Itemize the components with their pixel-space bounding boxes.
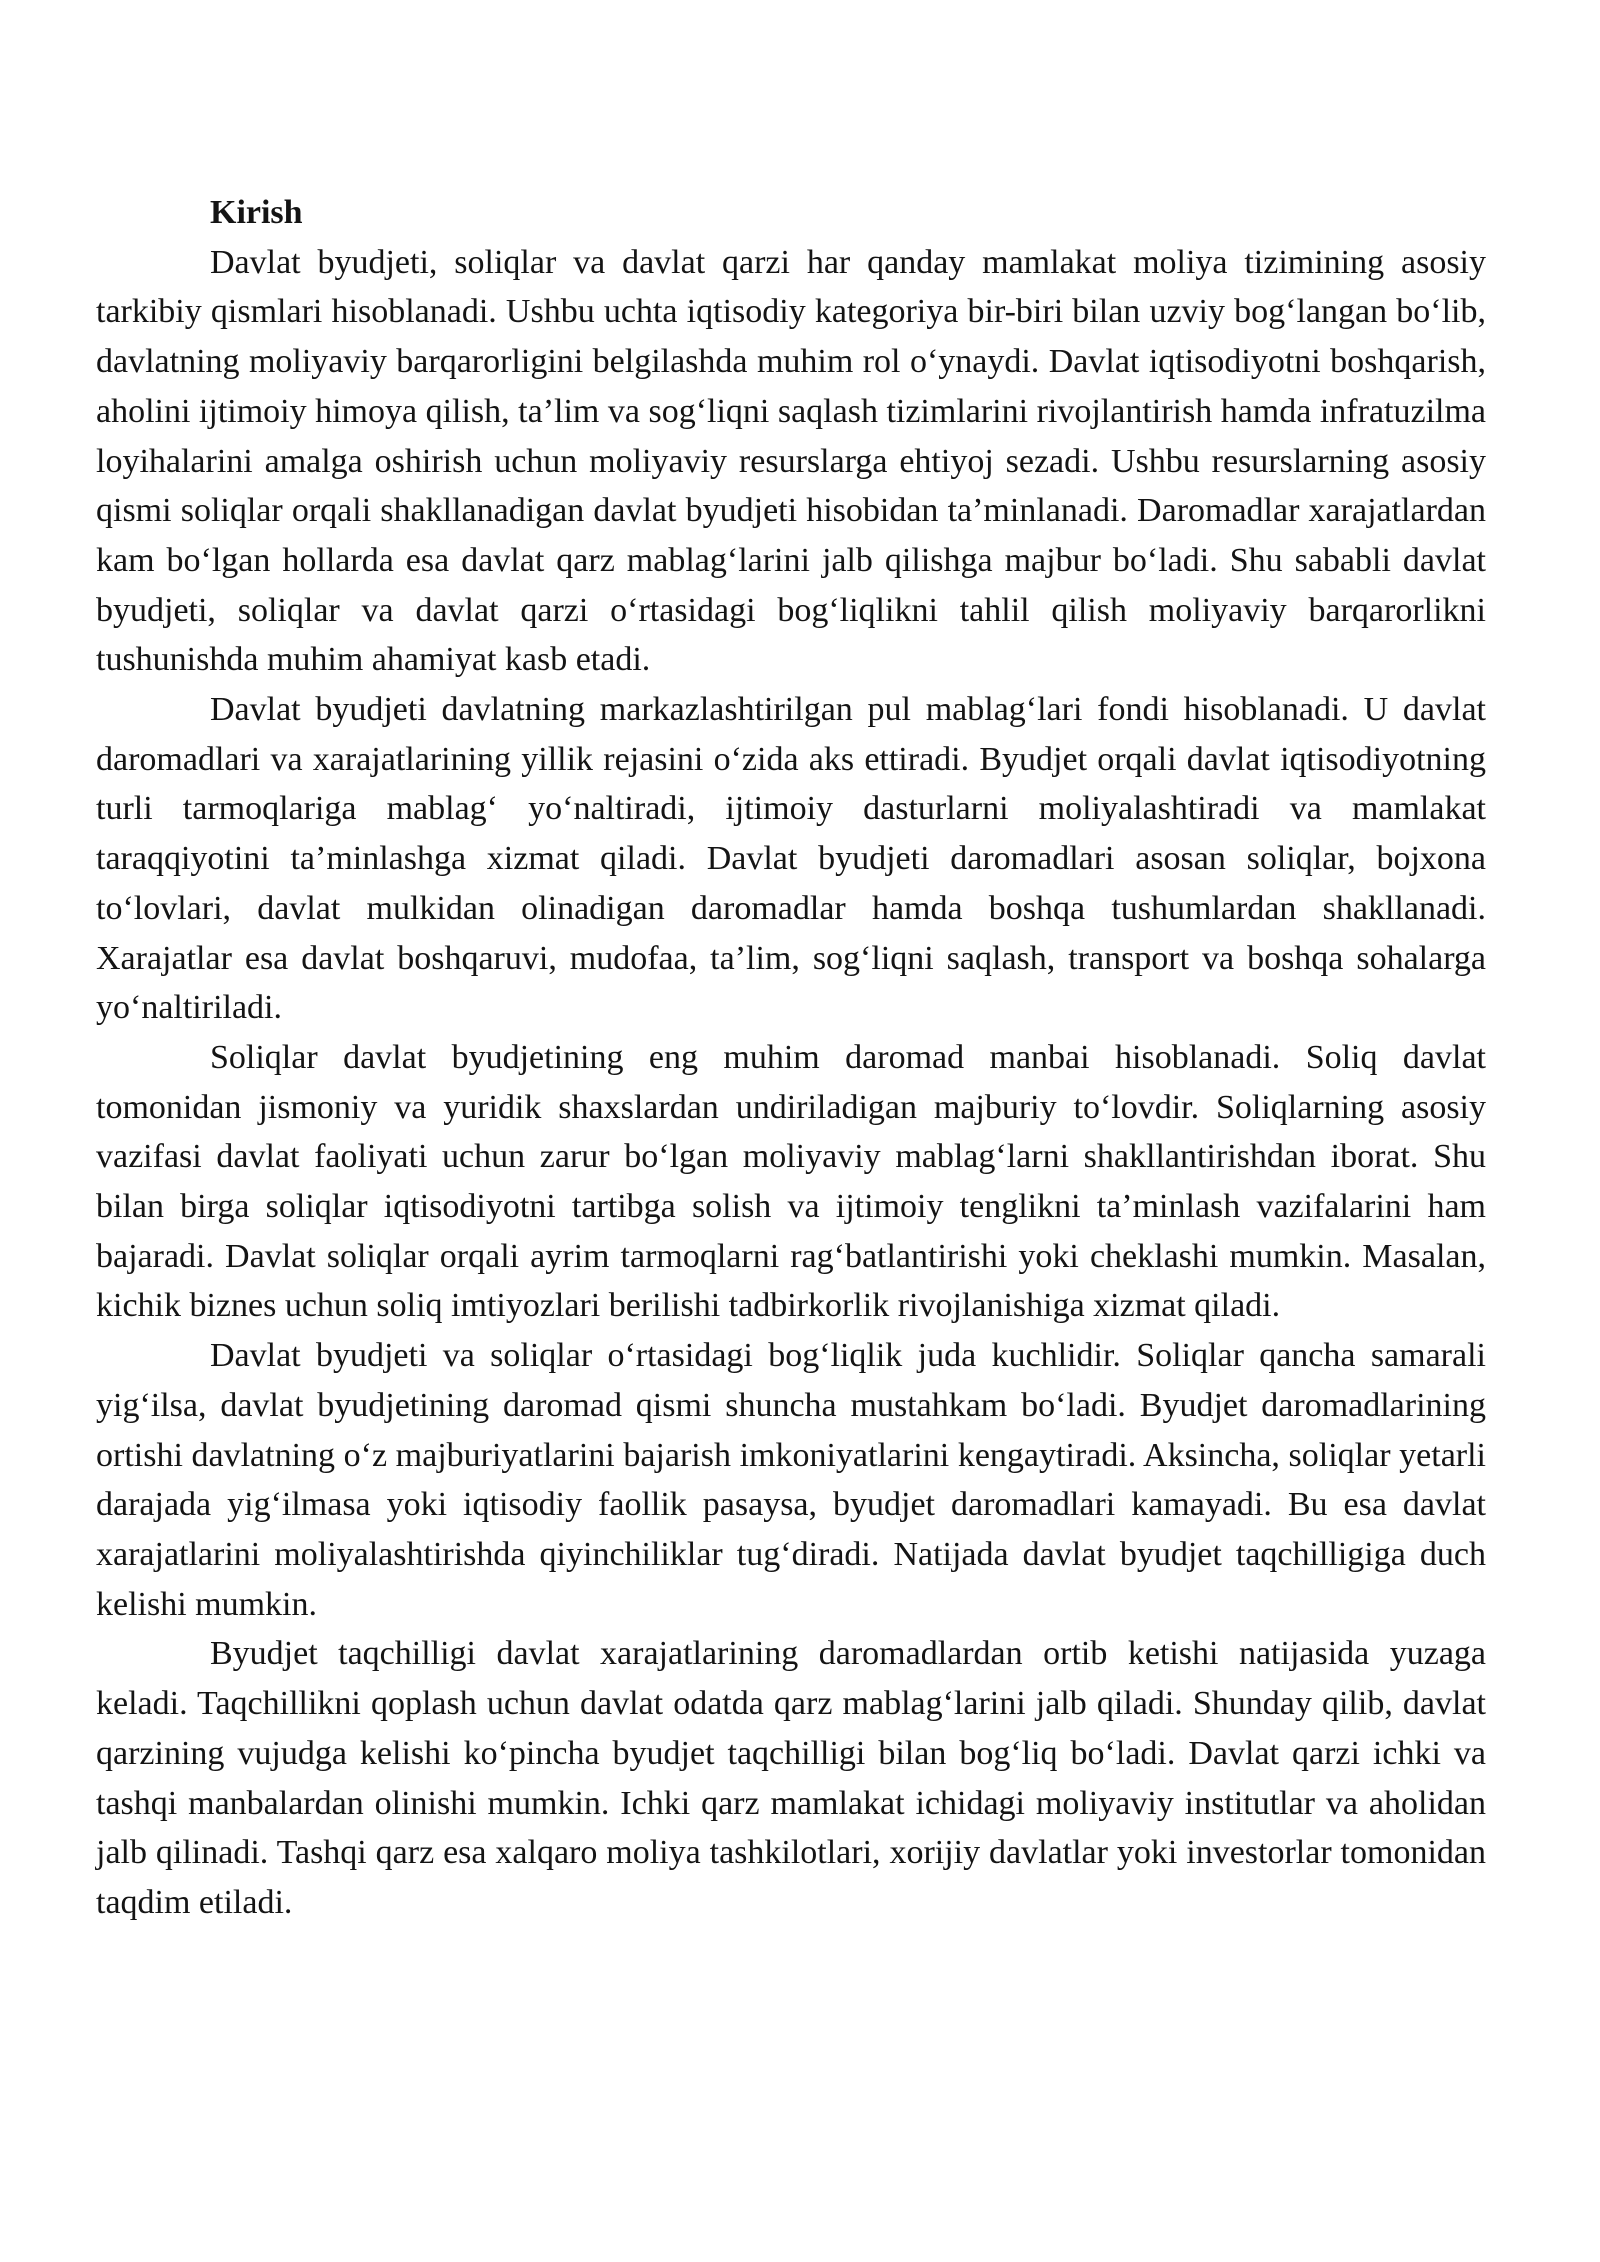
document-page: [96, 188, 1486, 1928]
section-heading: Kirish: [210, 194, 303, 231]
paragraph-budget-taxes-link: Davlat byudjeti va soliqlar o‘rtasidagi bog‘liqlik juda kuchlidir. Soliqlar qancha samarali yig‘ilsa, davlat byudjetining daromad qismi shuncha mustahkam bo‘ladi. Byudjet daromadlarining ortishi davlatning o‘z majburiyatlarini bajarish imkoniyatlarini kengaytiradi. Aksincha, soliqlar yetarli darajada yig‘ilmasa yoki iqtisodiy faollik pasaysa, byudjet daromadlari kamayadi. Bu esa davlat xarajatlarini moliyalashtirishda qiyinchiliklar tug‘diradi. Natijada davlat byudjet taqchilligiga duch kelishi mumkin.: [96, 1337, 1486, 1623]
paragraph-taxes: Soliqlar davlat byudjetining eng muhim daromad manbai hisoblanadi. Soliq davlat tomonidan jismoniy va yuridik shaxslardan undiriladigan majburiy to‘lovdir. Soliqlarning asosiy vazifasi davlat faoliyati uchun zarur bo‘lgan moliyaviy mablag‘larni shakllantirishdan iborat. Shu bilan birga soliqlar iqtisodiyotni tartibga solish va ijtimoiy tenglikni ta’minlash vazifalarini ham bajaradi. Davlat soliqlar orqali ayrim tarmoqlarni rag‘batlantirishi yoki cheklashi mumkin. Masalan, kichik biznes uchun soliq imtiyozlari berilishi tadbirkorlik rivojlanishiga xizmat qiladi.: [96, 1038, 1486, 1325]
paragraph-intro: Davlat byudjeti, soliqlar va davlat qarzi har qanday mamlakat moliya tizimining asosiy tarkibiy qismlari hisoblanadi. Ushbu uchta iqtisodiy kategoriya bir-biri bilan uzviy bog‘langan bo‘lib, davlatning moliyaviy barqarorligini belgilashda muhim rol o‘ynaydi. Davlat iqtisodiyotni boshqarish, aholini ijtimoiy himoya qilish, ta’lim va sog‘liqni saqlash tizimlarini rivojlantirish hamda infratuzilma loyihalarini amalga oshirish uchun moliyaviy resurslarga ehtiyoj sezadi. Ushbu resurslarning asosiy qismi soliqlar orqali shakllanadigan davlat byudjeti hisobidan ta’minlanadi. Daromadlar xarajatlardan kam bo‘lgan hollarda esa davlat qarz mablag‘larini jalb qilishga majbur bo‘ladi. Shu sababli davlat byudjeti, soliqlar va davlat qarzi o‘rtasidagi bog‘liqlikni tahlil qilish moliyaviy barqarorlikni tushunishda muhim ahamiyat kasb etadi.: [96, 243, 1486, 679]
paragraph-budget: Davlat byudjeti davlatning markazlashtirilgan pul mablag‘lari fondi hisoblanadi. U davlat daromadlari va xarajatlarining yillik rejasini o‘zida aks ettiradi. Byudjet orqali davlat iqtisodiyotning turli tarmoqlariga mablag‘ yo‘naltiradi, ijtimoiy dasturlarni moliyalashtiradi va mamlakat taraqqiyotini ta’minlashga xizmat qiladi. Davlat byudjeti daromadlari asosan soliqlar, bojxona to‘lovlari, davlat mulkidan olinadigan daromadlar hamda boshqa tushumlardan shakllanadi. Xarajatlar esa davlat boshqaruvi, mudofaa, ta’lim, sog‘liqni saqlash, transport va boshqa sohalarga yo‘naltiriladi.: [96, 691, 1486, 1027]
paragraph-deficit-debt: Byudjet taqchilligi davlat xarajatlarining daromadlardan ortib ketishi natijasida yuzaga keladi. Taqchillikni qoplash uchun davlat odatda qarz mablag‘larini jalb qiladi. Shunday qilib, davlat qarzining vujudga kelishi ko‘pincha byudjet taqchilligi bilan bog‘liq bo‘ladi. Davlat qarzi ichki va tashqi manbalardan olinishi mumkin. Ichki qarz mamlakat ichidagi moliyaviy institutlar va aholidan jalb qilinadi. Tashqi qarz esa xalqaro moliya tashkilotlari, xorijiy davlatlar yoki investorlar tomonidan taqdim etiladi.: [96, 1635, 1486, 1921]
